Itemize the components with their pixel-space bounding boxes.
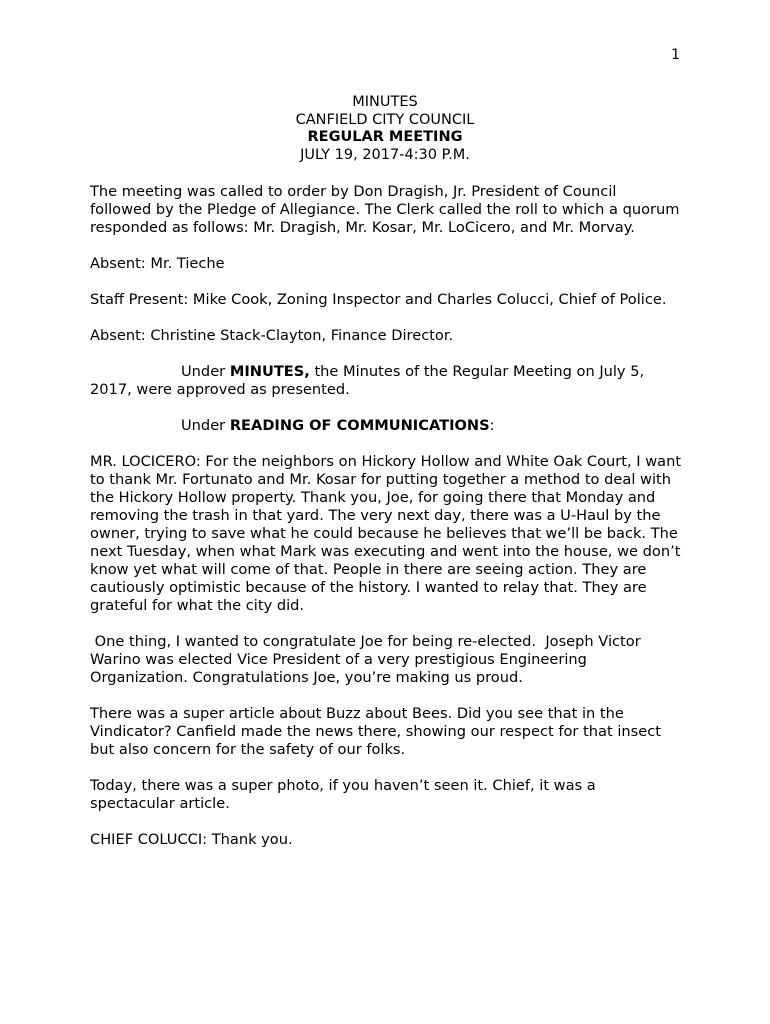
bees-article-paragraph: There was a super article about Buzz about Bees. Did you see that in the Vindicator? Canfield made the news there, showing our respect for that insect but also concern for the safety of our folks. xyxy=(90,705,661,758)
absent-members-paragraph: Absent: Mr. Tieche xyxy=(90,255,225,272)
communications-prefix: Under xyxy=(181,417,230,434)
header-council-name: CANFIELD CITY COUNCIL xyxy=(295,111,475,128)
minutes-heading: MINUTES, xyxy=(229,363,310,380)
page-number: 1 xyxy=(671,47,680,63)
header-meeting-date: JULY 19, 2017-4:30 P.M. xyxy=(300,146,470,163)
photo-article-paragraph: Today, there was a super photo, if you haven’t seen it. Chief, it was a spectacular article. xyxy=(90,777,596,812)
call-to-order-paragraph: The meeting was called to order by Don Dragish, Jr. President of Council followed by the Pledge of Allegiance. The Clerk called the roll to which a quorum responded as follows: Mr. Dragish, Mr. Kosar, Mr. LoCicero, and Mr. Morvay. xyxy=(90,183,680,236)
minutes-body xyxy=(90,183,682,867)
locicero-statement-paragraph: MR. LOCICERO: For the neighbors on Hickory Hollow and White Oak Court, I want to thank Mr. Fortunato and Mr. Kosar for putting together a method to deal with the Hickory Hollow property. Thank you, Joe, for going there that Monday and removing the trash in that yard. The very next day, there was a U-Haul by the owner, trying to save what he could because he believes that we’ll be back. The next Tuesday, when what Mark was executing and went into the house, we don’t know yet what will come of that. People in there are seeing action. They are cautiously optimistic because of the history. I wanted to relay that. They are grateful for what the city did. xyxy=(90,453,682,614)
header-meeting-type: REGULAR MEETING xyxy=(307,129,463,145)
document-header xyxy=(90,94,680,164)
communications-paragraph xyxy=(90,417,682,435)
header-minutes: MINUTES xyxy=(352,94,418,110)
minutes-text: the Minutes of the Regular Meeting on July 5, 2017, were approved as presented. xyxy=(90,363,645,398)
absent-staff-paragraph: Absent: Christine Stack-Clayton, Finance Director. xyxy=(90,327,454,344)
minutes-approval-paragraph xyxy=(90,363,682,399)
communications-suffix: : xyxy=(489,417,495,434)
chief-response-paragraph: CHIEF COLUCCI: Thank you. xyxy=(90,831,293,848)
congratulations-paragraph: One thing, I wanted to congratulate Joe for being re-elected. Joseph Victor Warino was elected Vice President of a very prestigious Engineering Organization. Congratulations Joe, you’re making us proud. xyxy=(90,633,646,686)
communications-heading: READING OF COMMUNICATIONS xyxy=(229,417,490,434)
minutes-prefix: Under xyxy=(181,363,230,380)
staff-present-paragraph: Staff Present: Mike Cook, Zoning Inspector and Charles Colucci, Chief of Police. xyxy=(90,291,667,308)
